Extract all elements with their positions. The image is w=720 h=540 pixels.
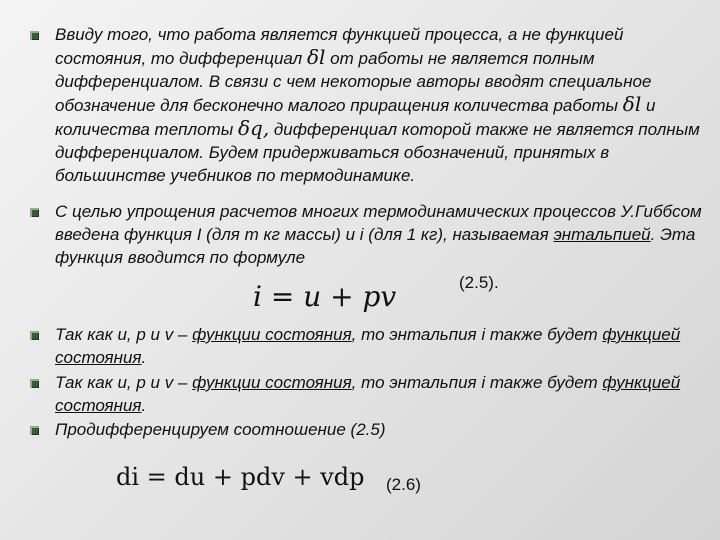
state-function-link[interactable]: функции состояния [192,373,352,392]
bullet-icon [30,208,39,217]
bullet-icon [30,379,39,388]
paragraph-state-function-1 [55,323,705,369]
text-segment: . [141,396,147,415]
paragraph-enthalpy-intro [55,200,705,269]
text-segment: , то энтальпия i также будет [351,373,603,392]
delta-q-symbol: δq, [237,116,270,140]
text-segment: С целью упрощения расчетов многих термодинамических процессов У.Гиббсом введена функция I (для m кг массы) и i (для 1 кг), называемая [55,202,702,244]
equation-number-2-6: (2.6) [386,475,421,494]
text-segment: и количества теплоты [55,96,656,139]
text-segment: . [141,348,147,367]
bullet-icon [30,31,39,40]
paragraph-work-differential [55,23,705,187]
formula-enthalpy-differential: di = du + pdv + vdp [116,463,365,491]
bullet-icon [30,426,39,435]
delta-l-symbol-2: δl [622,92,642,116]
text-segment: Ввиду того, что работа является функцией процесса, а не функцией состояния, то дифференциал [55,25,624,68]
text-segment: . Эта функция вводится по формуле [55,225,696,267]
text-segment: Так как u, p и v – [55,325,193,344]
state-function-link-2[interactable]: функцией состояния [55,373,681,415]
state-function-link[interactable]: функции состояния [192,325,352,344]
paragraph-differentiate [55,418,705,441]
state-function-link-2[interactable]: функцией состояния [55,325,681,367]
text-segment: Продифференцируем соотношение (2.5) [55,420,386,439]
text-segment: от работы не является полным дифференциалом. В связи с чем некоторые авторы вводят специальное обозначение для бесконечно малого приращения количества работы [55,49,652,115]
text-segment: Так как u, p и v – [55,373,193,392]
equation-number-2-5: (2.5). [459,273,499,292]
delta-l-symbol: δl [307,45,326,69]
text-segment: , то энтальпия i также будет [351,325,603,344]
bullet-icon [30,331,39,340]
formula-enthalpy: i = u + pv [253,280,397,313]
enthalpy-link[interactable]: энтальпией [553,225,651,244]
paragraph-state-function-2 [55,371,705,417]
text-segment: дифференциал которой также не является полным дифференциалом. Будем придерживаться обозначений, принятых в большинстве учебников по термодинамике. [55,120,700,185]
